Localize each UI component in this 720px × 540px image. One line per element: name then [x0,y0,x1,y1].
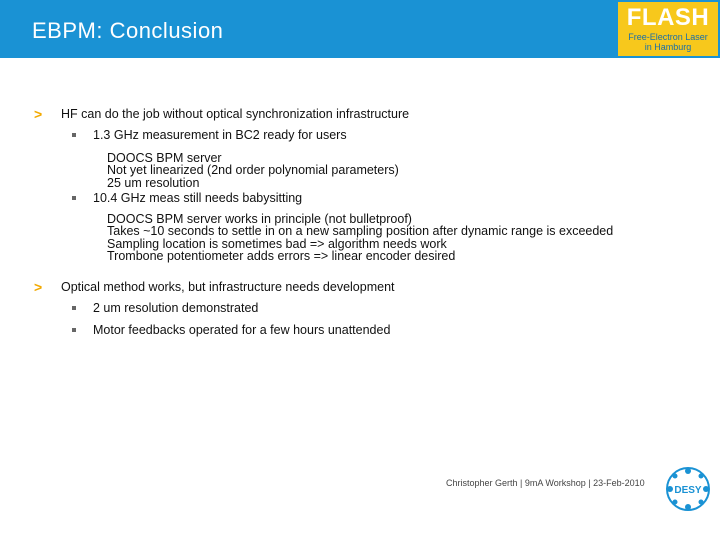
bullet-2-2: Motor feedbacks operated for a few hours unattended [93,323,391,337]
footer-text: Christopher Gerth | 9mA Workshop | 23-Feb-2010 [446,478,645,488]
sub-block-1 [107,152,399,189]
bullet-1-1: 1.3 GHz measurement in BC2 ready for users [93,128,347,142]
logo-subtitle-line-2: in Hamburg [644,42,692,52]
sub-line: Takes ~10 seconds to settle in on a new sampling position after dynamic range is exceeded [107,224,614,239]
sub-line: DOOCS BPM server [107,151,222,165]
sub-block-2 [107,213,613,262]
desy-logo [665,466,711,512]
square-bullet-icon [72,306,76,310]
main-point-2: Optical method works, but infrastructure needs development [61,280,395,294]
flash-logo [618,2,718,56]
bullet-2-1: 2 um resolution demonstrated [93,301,259,315]
sub-line: DOOCS BPM server works in principle (not bulletproof) [107,212,412,226]
sub-line: Sampling location is sometimes bad => algorithm needs work [107,236,447,251]
square-bullet-icon [72,328,76,332]
arrow-bullet-icon: > [34,106,43,122]
sub-line: Not yet linearized (2nd order polynomial parameters) [107,163,399,178]
square-bullet-icon [72,133,76,137]
header-bar [0,0,720,58]
flash-logo-text: FLASH [626,4,710,31]
flash-logo-subtitle [618,32,718,52]
bullet-1-2: 10.4 GHz meas still needs babysitting [93,191,303,205]
arrow-bullet-icon: > [34,279,43,295]
logo-subtitle-line-1: Free-Electron Laser [628,32,708,42]
slide-title: EBPM: Conclusion [32,18,224,43]
square-bullet-icon [72,196,76,200]
desy-logo-text: DESY [674,485,702,496]
sub-line: Trombone potentiometer adds errors => linear encoder desired [107,248,456,263]
sub-line: 25 um resolution [107,175,200,190]
main-point-1: HF can do the job without optical synchronization infrastructure [61,107,410,121]
